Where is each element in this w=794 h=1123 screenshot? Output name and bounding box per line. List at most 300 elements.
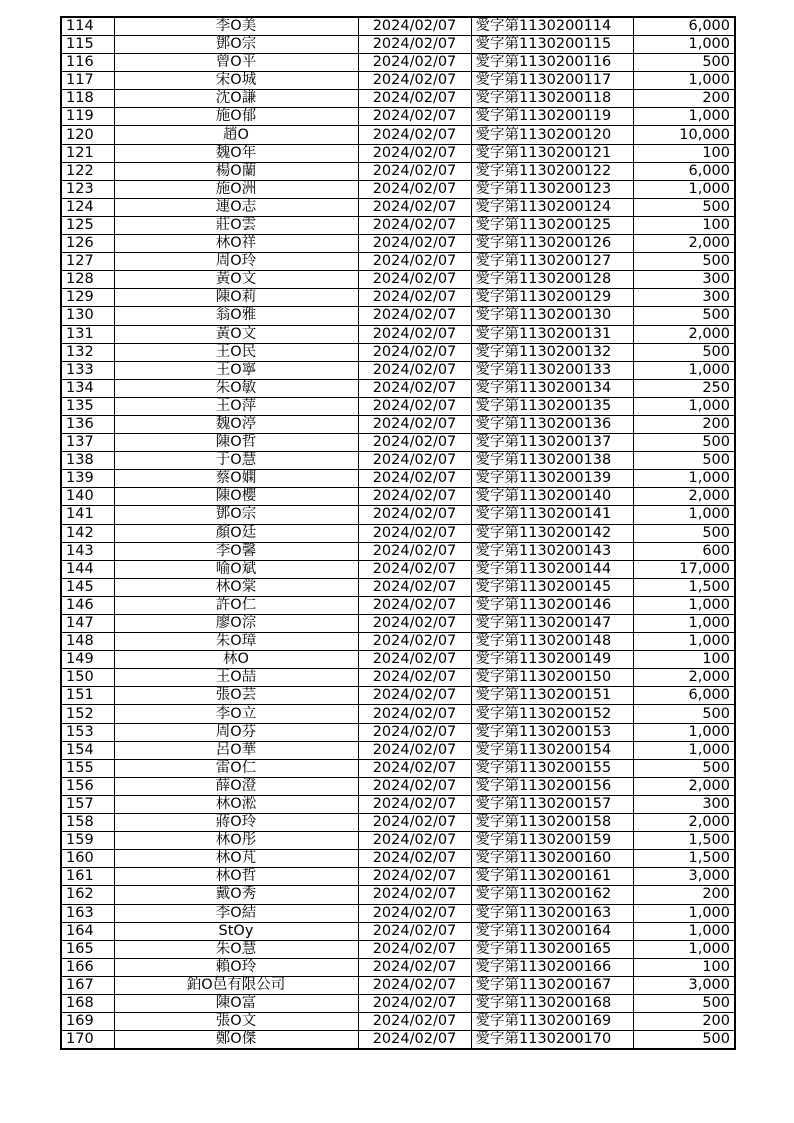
receipt-number: 愛字第1130200137: [471, 434, 633, 452]
row-number: 131: [61, 325, 114, 343]
donation-date: 2024/02/07: [358, 90, 471, 108]
donor-name: 李O美: [114, 17, 358, 36]
receipt-number: 愛字第1130200135: [471, 397, 633, 415]
donor-name: 趙O: [114, 126, 358, 144]
donation-table-body: [61, 17, 735, 1049]
donation-amount: 100: [633, 651, 735, 669]
row-number: 122: [61, 162, 114, 180]
row-number: 132: [61, 343, 114, 361]
donation-amount: 1,000: [633, 741, 735, 759]
donor-name: 林O芃: [114, 850, 358, 868]
donor-name: 黃O文: [114, 271, 358, 289]
donation-date: 2024/02/07: [358, 72, 471, 90]
row-number: 159: [61, 832, 114, 850]
donation-date: 2024/02/07: [358, 271, 471, 289]
donor-name: 李O立: [114, 705, 358, 723]
row-number: 153: [61, 723, 114, 741]
donation-date: 2024/02/07: [358, 54, 471, 72]
donation-amount: 500: [633, 54, 735, 72]
donation-amount: 1,000: [633, 36, 735, 54]
donation-amount: 1,000: [633, 470, 735, 488]
donation-amount: 1,000: [633, 180, 735, 198]
donation-date: 2024/02/07: [358, 560, 471, 578]
receipt-number: 愛字第1130200116: [471, 54, 633, 72]
donation-date: 2024/02/07: [358, 108, 471, 126]
donation-amount: 3,000: [633, 868, 735, 886]
table-row: [61, 289, 735, 307]
row-number: 148: [61, 633, 114, 651]
donor-name: 林O淞: [114, 795, 358, 813]
donation-amount: 100: [633, 958, 735, 976]
receipt-number: 愛字第1130200122: [471, 162, 633, 180]
receipt-number: 愛字第1130200114: [471, 17, 633, 36]
donor-name: 林O: [114, 651, 358, 669]
table-row: [61, 922, 735, 940]
donor-name: 戴O秀: [114, 886, 358, 904]
donor-name: 宋O城: [114, 72, 358, 90]
table-row: [61, 361, 735, 379]
donation-date: 2024/02/07: [358, 759, 471, 777]
table-row: [61, 72, 735, 90]
donation-date: 2024/02/07: [358, 994, 471, 1012]
donor-name: 林O哲: [114, 868, 358, 886]
donation-table: [60, 16, 736, 1050]
donor-name: 蔣O玲: [114, 814, 358, 832]
row-number: 158: [61, 814, 114, 832]
donation-amount: 600: [633, 542, 735, 560]
table-row: [61, 271, 735, 289]
donor-name: 鄧O宗: [114, 506, 358, 524]
donation-date: 2024/02/07: [358, 343, 471, 361]
donation-date: 2024/02/07: [358, 542, 471, 560]
donation-amount: 2,000: [633, 325, 735, 343]
donation-amount: 250: [633, 379, 735, 397]
row-number: 140: [61, 488, 114, 506]
row-number: 121: [61, 144, 114, 162]
row-number: 142: [61, 524, 114, 542]
donation-amount: 6,000: [633, 17, 735, 36]
donation-date: 2024/02/07: [358, 361, 471, 379]
donation-date: 2024/02/07: [358, 180, 471, 198]
donor-name: 楊O蘭: [114, 162, 358, 180]
donation-date: 2024/02/07: [358, 126, 471, 144]
row-number: 170: [61, 1031, 114, 1050]
donation-amount: 1,000: [633, 108, 735, 126]
receipt-number: 愛字第1130200127: [471, 253, 633, 271]
receipt-number: 愛字第1130200170: [471, 1031, 633, 1050]
table-row: [61, 651, 735, 669]
donor-name: 王O民: [114, 343, 358, 361]
receipt-number: 愛字第1130200134: [471, 379, 633, 397]
donation-amount: 10,000: [633, 126, 735, 144]
table-row: [61, 886, 735, 904]
donation-date: 2024/02/07: [358, 36, 471, 54]
donor-name: 薛O澄: [114, 777, 358, 795]
table-row: [61, 687, 735, 705]
donation-date: 2024/02/07: [358, 162, 471, 180]
donation-amount: 500: [633, 198, 735, 216]
row-number: 163: [61, 904, 114, 922]
donor-name: 廖O淙: [114, 615, 358, 633]
donation-date: 2024/02/07: [358, 434, 471, 452]
donation-amount: 500: [633, 994, 735, 1012]
row-number: 120: [61, 126, 114, 144]
receipt-number: 愛字第1130200142: [471, 524, 633, 542]
table-row: [61, 144, 735, 162]
table-row: [61, 669, 735, 687]
row-number: 114: [61, 17, 114, 36]
donation-amount: 1,000: [633, 596, 735, 614]
donation-amount: 500: [633, 452, 735, 470]
donation-amount: 1,000: [633, 72, 735, 90]
donation-amount: 300: [633, 271, 735, 289]
table-row: [61, 958, 735, 976]
donation-amount: 2,000: [633, 488, 735, 506]
donation-amount: 2,000: [633, 777, 735, 795]
row-number: 150: [61, 669, 114, 687]
receipt-number: 愛字第1130200119: [471, 108, 633, 126]
donor-name: 施O洲: [114, 180, 358, 198]
donation-amount: 200: [633, 90, 735, 108]
donation-amount: 200: [633, 415, 735, 433]
donation-date: 2024/02/07: [358, 17, 471, 36]
row-number: 128: [61, 271, 114, 289]
row-number: 126: [61, 235, 114, 253]
table-row: [61, 542, 735, 560]
table-row: [61, 904, 735, 922]
receipt-number: 愛字第1130200146: [471, 596, 633, 614]
donor-name: 魏O渟: [114, 415, 358, 433]
donor-name: 張O芸: [114, 687, 358, 705]
row-number: 115: [61, 36, 114, 54]
row-number: 124: [61, 198, 114, 216]
receipt-number: 愛字第1130200147: [471, 615, 633, 633]
donation-date: 2024/02/07: [358, 741, 471, 759]
donation-date: 2024/02/07: [358, 723, 471, 741]
donor-name: 雷O仁: [114, 759, 358, 777]
donor-name: 鄧O宗: [114, 36, 358, 54]
receipt-number: 愛字第1130200167: [471, 976, 633, 994]
donation-date: 2024/02/07: [358, 289, 471, 307]
donation-date: 2024/02/07: [358, 198, 471, 216]
receipt-number: 愛字第1130200141: [471, 506, 633, 524]
donation-amount: 500: [633, 759, 735, 777]
row-number: 146: [61, 596, 114, 614]
table-row: [61, 832, 735, 850]
donation-date: 2024/02/07: [358, 868, 471, 886]
donation-amount: 6,000: [633, 687, 735, 705]
donation-date: 2024/02/07: [358, 886, 471, 904]
row-number: 117: [61, 72, 114, 90]
table-row: [61, 434, 735, 452]
donation-date: 2024/02/07: [358, 795, 471, 813]
receipt-number: 愛字第1130200152: [471, 705, 633, 723]
row-number: 130: [61, 307, 114, 325]
row-number: 138: [61, 452, 114, 470]
table-row: [61, 470, 735, 488]
receipt-number: 愛字第1130200121: [471, 144, 633, 162]
donor-name: 朱O慧: [114, 940, 358, 958]
row-number: 145: [61, 578, 114, 596]
donor-name: 朱O璋: [114, 633, 358, 651]
donor-name: 翁O雅: [114, 307, 358, 325]
donation-amount: 500: [633, 343, 735, 361]
table-row: [61, 253, 735, 271]
table-row: [61, 633, 735, 651]
donation-amount: 300: [633, 289, 735, 307]
row-number: 136: [61, 415, 114, 433]
donor-name: 蔡O嫻: [114, 470, 358, 488]
donor-name: 陳O莉: [114, 289, 358, 307]
donor-name: 陳O富: [114, 994, 358, 1012]
receipt-number: 愛字第1130200157: [471, 795, 633, 813]
row-number: 157: [61, 795, 114, 813]
donation-amount: 1,500: [633, 832, 735, 850]
row-number: 162: [61, 886, 114, 904]
donation-date: 2024/02/07: [358, 307, 471, 325]
donor-name: 許O仁: [114, 596, 358, 614]
donor-name: 鄭O傑: [114, 1031, 358, 1050]
donor-name: 王O寧: [114, 361, 358, 379]
donation-date: 2024/02/07: [358, 452, 471, 470]
row-number: 133: [61, 361, 114, 379]
donation-date: 2024/02/07: [358, 379, 471, 397]
receipt-number: 愛字第1130200150: [471, 669, 633, 687]
table-row: [61, 994, 735, 1012]
receipt-number: 愛字第1130200162: [471, 886, 633, 904]
row-number: 129: [61, 289, 114, 307]
row-number: 154: [61, 741, 114, 759]
row-number: 156: [61, 777, 114, 795]
donation-date: 2024/02/07: [358, 958, 471, 976]
donor-name: StOy: [114, 922, 358, 940]
table-row: [61, 180, 735, 198]
receipt-number: 愛字第1130200132: [471, 343, 633, 361]
donation-amount: 1,000: [633, 940, 735, 958]
donor-name: 林O彤: [114, 832, 358, 850]
donation-amount: 500: [633, 1031, 735, 1050]
table-row: [61, 560, 735, 578]
donation-amount: 500: [633, 307, 735, 325]
donation-amount: 1,500: [633, 850, 735, 868]
donation-date: 2024/02/07: [358, 253, 471, 271]
table-row: [61, 54, 735, 72]
table-row: [61, 488, 735, 506]
donation-date: 2024/02/07: [358, 633, 471, 651]
receipt-number: 愛字第1130200155: [471, 759, 633, 777]
donor-name: 呂O華: [114, 741, 358, 759]
donor-name: 周O芬: [114, 723, 358, 741]
donor-name: 施O郁: [114, 108, 358, 126]
donation-date: 2024/02/07: [358, 904, 471, 922]
donation-date: 2024/02/07: [358, 1013, 471, 1031]
donation-date: 2024/02/07: [358, 325, 471, 343]
table-row: [61, 216, 735, 234]
receipt-number: 愛字第1130200160: [471, 850, 633, 868]
row-number: 127: [61, 253, 114, 271]
table-row: [61, 723, 735, 741]
table-row: [61, 615, 735, 633]
row-number: 143: [61, 542, 114, 560]
donation-amount: 1,500: [633, 578, 735, 596]
donation-date: 2024/02/07: [358, 415, 471, 433]
receipt-number: 愛字第1130200168: [471, 994, 633, 1012]
donation-amount: 500: [633, 705, 735, 723]
donation-date: 2024/02/07: [358, 922, 471, 940]
donor-name: 沈O謙: [114, 90, 358, 108]
donation-amount: 200: [633, 886, 735, 904]
donor-name: 莊O雲: [114, 216, 358, 234]
donation-date: 2024/02/07: [358, 850, 471, 868]
table-row: [61, 868, 735, 886]
donation-date: 2024/02/07: [358, 578, 471, 596]
receipt-number: 愛字第1130200164: [471, 922, 633, 940]
row-number: 152: [61, 705, 114, 723]
donation-date: 2024/02/07: [358, 235, 471, 253]
donor-name: 朱O敏: [114, 379, 358, 397]
donation-date: 2024/02/07: [358, 216, 471, 234]
row-number: 135: [61, 397, 114, 415]
receipt-number: 愛字第1130200166: [471, 958, 633, 976]
donor-name: 鉑O邑有限公司: [114, 976, 358, 994]
receipt-number: 愛字第1130200118: [471, 90, 633, 108]
row-number: 119: [61, 108, 114, 126]
row-number: 164: [61, 922, 114, 940]
donation-amount: 6,000: [633, 162, 735, 180]
receipt-number: 愛字第1130200144: [471, 560, 633, 578]
row-number: 123: [61, 180, 114, 198]
table-row: [61, 705, 735, 723]
donation-date: 2024/02/07: [358, 397, 471, 415]
receipt-number: 愛字第1130200115: [471, 36, 633, 54]
row-number: 169: [61, 1013, 114, 1031]
donation-amount: 17,000: [633, 560, 735, 578]
table-row: [61, 759, 735, 777]
table-row: [61, 976, 735, 994]
receipt-number: 愛字第1130200156: [471, 777, 633, 795]
donation-date: 2024/02/07: [358, 777, 471, 795]
donation-amount: 1,000: [633, 361, 735, 379]
donation-amount: 2,000: [633, 235, 735, 253]
receipt-number: 愛字第1130200149: [471, 651, 633, 669]
donor-name: 林O棠: [114, 578, 358, 596]
table-row: [61, 578, 735, 596]
donation-amount: 1,000: [633, 615, 735, 633]
table-row: [61, 506, 735, 524]
receipt-number: 愛字第1130200158: [471, 814, 633, 832]
receipt-number: 愛字第1130200120: [471, 126, 633, 144]
receipt-number: 愛字第1130200130: [471, 307, 633, 325]
table-row: [61, 17, 735, 36]
table-row: [61, 741, 735, 759]
donation-amount: 100: [633, 216, 735, 234]
donation-date: 2024/02/07: [358, 524, 471, 542]
row-number: 118: [61, 90, 114, 108]
donation-amount: 500: [633, 253, 735, 271]
row-number: 139: [61, 470, 114, 488]
donation-amount: 2,000: [633, 814, 735, 832]
receipt-number: 愛字第1130200123: [471, 180, 633, 198]
table-row: [61, 343, 735, 361]
row-number: 160: [61, 850, 114, 868]
row-number: 151: [61, 687, 114, 705]
donation-date: 2024/02/07: [358, 940, 471, 958]
donation-amount: 500: [633, 434, 735, 452]
table-row: [61, 36, 735, 54]
row-number: 149: [61, 651, 114, 669]
receipt-number: 愛字第1130200169: [471, 1013, 633, 1031]
donation-amount: 200: [633, 1013, 735, 1031]
donation-amount: 3,000: [633, 976, 735, 994]
donation-amount: 2,000: [633, 669, 735, 687]
receipt-number: 愛字第1130200126: [471, 235, 633, 253]
donation-amount: 1,000: [633, 506, 735, 524]
row-number: 116: [61, 54, 114, 72]
donation-amount: 100: [633, 144, 735, 162]
donor-name: 喻O斌: [114, 560, 358, 578]
donation-date: 2024/02/07: [358, 705, 471, 723]
donation-date: 2024/02/07: [358, 669, 471, 687]
table-row: [61, 1031, 735, 1050]
table-row: [61, 397, 735, 415]
donation-date: 2024/02/07: [358, 144, 471, 162]
table-row: [61, 162, 735, 180]
receipt-number: 愛字第1130200153: [471, 723, 633, 741]
receipt-number: 愛字第1130200117: [471, 72, 633, 90]
donor-name: 林O祥: [114, 235, 358, 253]
row-number: 161: [61, 868, 114, 886]
donation-date: 2024/02/07: [358, 488, 471, 506]
donation-amount: 1,000: [633, 904, 735, 922]
donor-name: 王O喆: [114, 669, 358, 687]
donation-amount: 1,000: [633, 922, 735, 940]
table-row: [61, 90, 735, 108]
row-number: 141: [61, 506, 114, 524]
donation-date: 2024/02/07: [358, 506, 471, 524]
row-number: 125: [61, 216, 114, 234]
table-row: [61, 814, 735, 832]
donation-date: 2024/02/07: [358, 470, 471, 488]
donation-amount: 1,000: [633, 397, 735, 415]
table-row: [61, 940, 735, 958]
donor-name: 曾O平: [114, 54, 358, 72]
receipt-number: 愛字第1130200148: [471, 633, 633, 651]
donation-date: 2024/02/07: [358, 651, 471, 669]
donor-name: 黃O文: [114, 325, 358, 343]
row-number: 155: [61, 759, 114, 777]
donor-name: 顏O廷: [114, 524, 358, 542]
table-row: [61, 1013, 735, 1031]
receipt-number: 愛字第1130200136: [471, 415, 633, 433]
receipt-number: 愛字第1130200139: [471, 470, 633, 488]
donor-name: 李O結: [114, 904, 358, 922]
table-row: [61, 850, 735, 868]
table-row: [61, 126, 735, 144]
receipt-number: 愛字第1130200138: [471, 452, 633, 470]
receipt-number: 愛字第1130200133: [471, 361, 633, 379]
table-row: [61, 108, 735, 126]
donation-amount: 1,000: [633, 633, 735, 651]
donation-date: 2024/02/07: [358, 832, 471, 850]
donation-date: 2024/02/07: [358, 976, 471, 994]
donor-name: 周O玲: [114, 253, 358, 271]
donor-name: 連O志: [114, 198, 358, 216]
row-number: 167: [61, 976, 114, 994]
row-number: 134: [61, 379, 114, 397]
donation-date: 2024/02/07: [358, 596, 471, 614]
table-row: [61, 415, 735, 433]
table-row: [61, 379, 735, 397]
